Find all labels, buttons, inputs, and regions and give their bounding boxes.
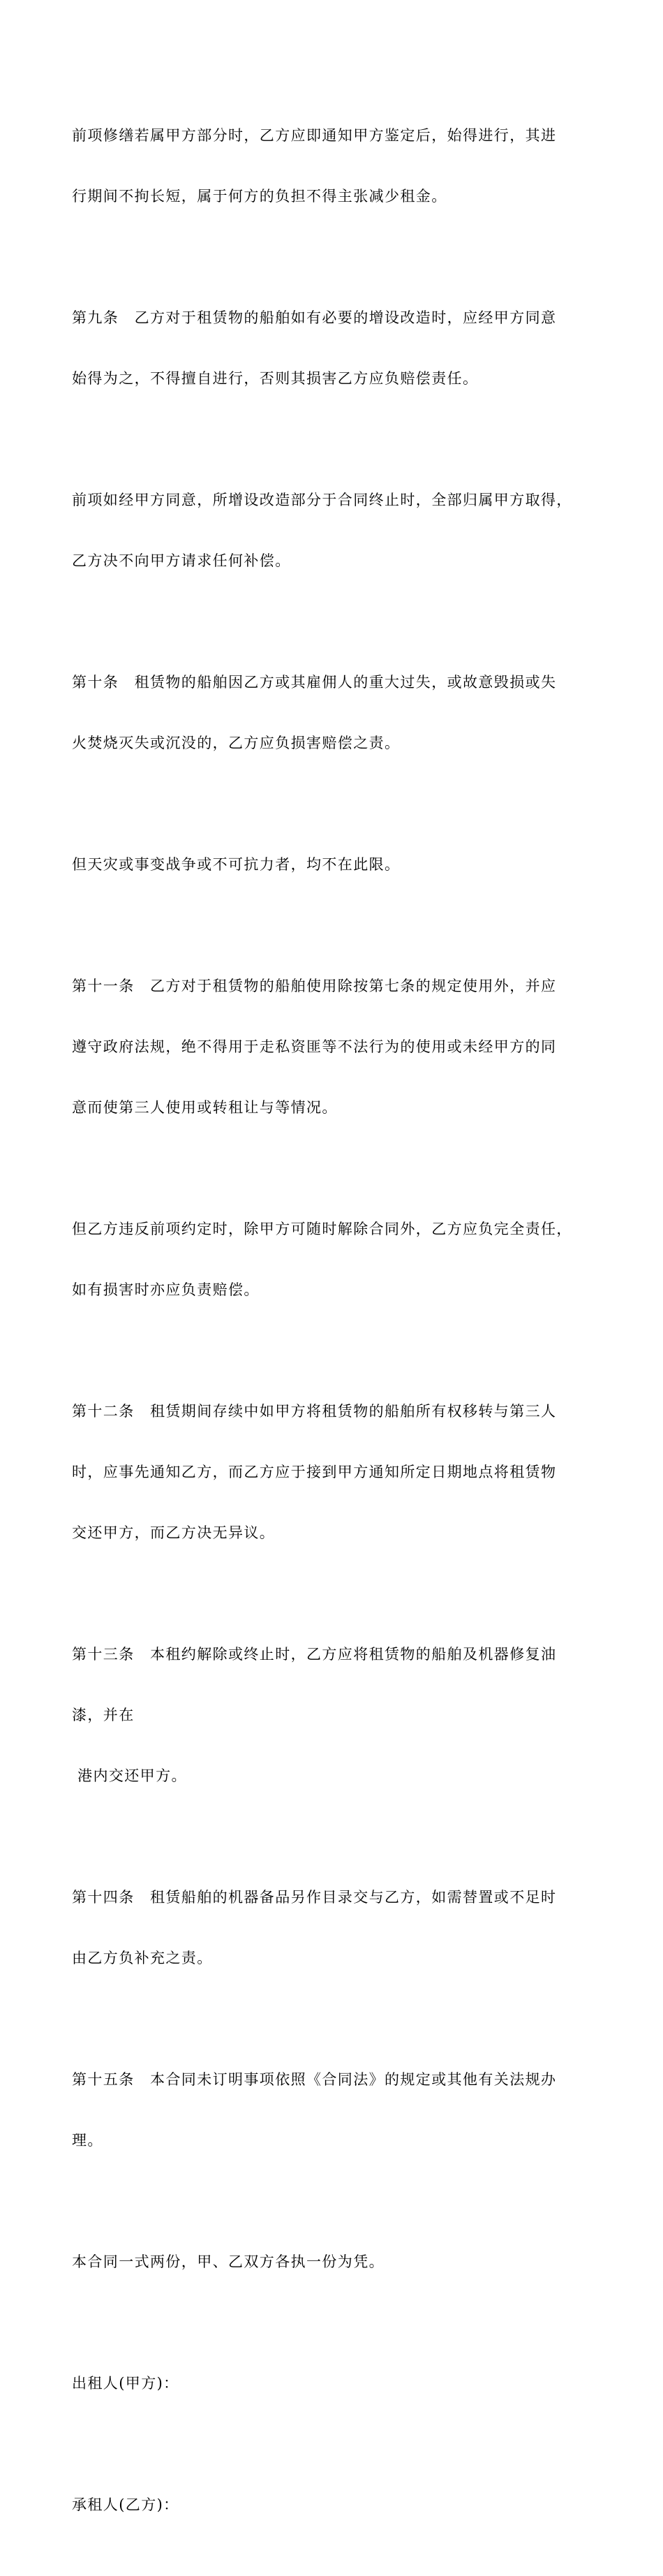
paragraph-repair-clause-continuation <box>72 85 595 247</box>
text-line: 但乙方违反前项约定时，除甲方可随时解除合同外，乙方应负完全责任， <box>72 1221 572 1237</box>
text-line: 第十五条 本合同未订明事项依照《合同法》的规定或其他有关法规办 <box>72 2071 557 2088</box>
text-line: 港内交还甲方。 <box>72 1767 187 1784</box>
paragraph-article-15 <box>72 2029 595 2191</box>
text-line: 第十三条 本租约解除或终止时，乙方应将租赁物的船舶及机器修复油 <box>72 1646 557 1663</box>
text-line: 但天灾或事变战争或不可抗力者，均不在此限。 <box>72 856 401 873</box>
text-line: 交还甲方，而乙方决无异议。 <box>72 1524 276 1541</box>
text-line: 时，应事先通知乙方，而乙方应于接到甲方通知所定日期地点将租赁物 <box>72 1464 557 1480</box>
paragraph-copies-clause <box>72 2211 595 2313</box>
paragraph-article-11-para-2 <box>72 1179 595 1341</box>
paragraph-article-9-para-2 <box>72 450 595 612</box>
paragraph-article-10 <box>72 632 595 794</box>
paragraph-article-13 <box>72 1604 595 1827</box>
text-line: 如有损害时亦应负责赔偿。 <box>72 1281 260 1298</box>
text-line: 由乙方负补充之责。 <box>72 1950 213 1966</box>
text-line: 遵守政府法规，绝不得用于走私资匪等不法行为的使用或未经甲方的同 <box>72 1038 557 1055</box>
text-line: 前项修缮若属甲方部分时，乙方应即通知甲方鉴定后，始得进行，其进 <box>72 127 557 144</box>
text-line: 前项如经甲方同意，所增设改造部分于合同终止时，全部归属甲方取得， <box>72 492 572 508</box>
text-line: 漆，并在 <box>72 1707 135 1723</box>
text-line: 第九条 乙方对于租赁物的船舶如有必要的增设改造时，应经甲方同意 <box>72 309 557 326</box>
text-line: 第十条 租赁物的船舶因乙方或其雇佣人的重大过失，或故意毁损或失 <box>72 674 557 691</box>
text-line: 行期间不拘长短，属于何方的负担不得主张减少租金。 <box>72 188 447 205</box>
paragraph-article-14 <box>72 1847 595 2009</box>
paragraph-article-11 <box>72 936 595 1158</box>
text-line: 理。 <box>72 2132 103 2149</box>
text-line: 第十二条 租赁期间存续中如甲方将租赁物的船舶所有权移转与第三人 <box>72 1403 557 1420</box>
text-line: 乙方决不向甲方请求任何补偿。 <box>72 552 291 569</box>
lessee-signature-line <box>72 2454 595 2556</box>
text-line: 意而使第三人使用或转租让与等情况。 <box>72 1099 338 1116</box>
text-line: 第十一条 乙方对于租赁物的船舶使用除按第七条的规定使用外，并应 <box>72 978 557 994</box>
text-line: 本合同一式两份，甲、乙双方各执一份为凭。 <box>72 2253 385 2270</box>
paragraph-article-12 <box>72 1361 595 1584</box>
paragraph-article-10-para-2 <box>72 814 595 915</box>
text-line: 承租人(乙方)： <box>72 2496 179 2513</box>
document-body <box>72 85 595 2576</box>
text-line: 出租人(甲方)： <box>72 2375 179 2392</box>
paragraph-article-9 <box>72 267 595 429</box>
text-line: 始得为之，不得擅自进行，否则其损害乙方应负赔偿责任。 <box>72 370 479 387</box>
text-line: 第十四条 租赁船舶的机器备品另作目录交与乙方，如需替置或不足时 <box>72 1889 557 1906</box>
lessor-signature-line <box>72 2333 595 2434</box>
text-line: 火焚烧灭失或沉没的，乙方应负损害赔偿之责。 <box>72 735 401 751</box>
